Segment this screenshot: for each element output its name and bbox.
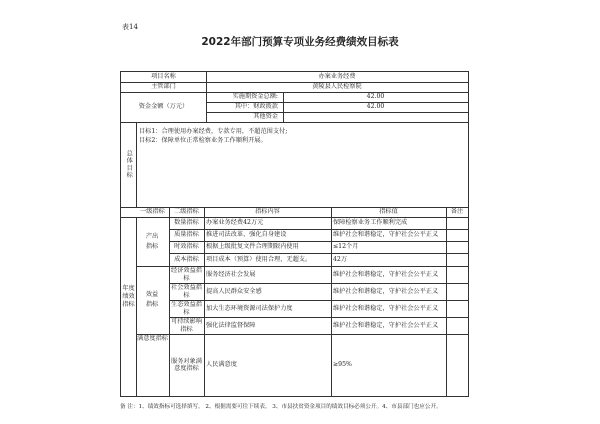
project-name-value: 办案业务经费: [318, 73, 356, 81]
fund-fiscal-label: 其中：财政拨款: [234, 103, 278, 111]
row-value: ≥95%: [333, 361, 352, 369]
row-content: 根据上级批复文件合理期限内使用: [206, 243, 299, 251]
overall-target-line-2: 目标2：保障单位正常检察业务工作顺利开展。: [139, 137, 267, 145]
group-output: 产出指标: [145, 233, 159, 250]
row-level2: 服务对象满意度指标: [171, 357, 202, 372]
row-content: 加大生态环境资源司法保护力度: [206, 304, 293, 312]
row-level2: 时效指标: [174, 243, 199, 251]
annual-indicators-label: 年度绩效指标: [122, 285, 135, 308]
row-level2: 成本指标: [174, 255, 199, 263]
header-level1: 一级指标: [140, 208, 165, 216]
page-title: 2022年部门预算专项业务经费绩效目标表: [201, 36, 399, 48]
row-value: 维护社会和谐稳定，守护社会公平正义: [333, 287, 439, 295]
row-level2: 质量指标: [174, 231, 199, 239]
row-content: 项目成本（预算）使用合理，无超支。: [206, 255, 312, 263]
table-number: 表14: [122, 23, 138, 31]
fund-total-value: 42.00: [366, 93, 385, 101]
header-value: 指标值: [379, 208, 398, 216]
row-content: 推进司法改革，强化自身建设: [206, 231, 287, 239]
department-value: 黄陵县人民检察院: [312, 83, 362, 91]
footnote: 备 注：1、绩效指标可选择填写。 2、根据需要可往下续表。 3、市县扶贫资金项目的绩效目标必须公开。4、市县部门也应公开。: [120, 404, 442, 410]
department-label: 主管部门: [151, 83, 176, 91]
fund-other-label: 其他资金: [253, 113, 278, 121]
overall-target-label: 总体目标: [125, 150, 133, 179]
row-level2: 社会效益指标: [171, 284, 202, 299]
performance-table: [120, 71, 469, 397]
fund-other-value: [283, 112, 468, 122]
header-content: 指标内容: [255, 208, 280, 216]
row-value: 维护社会和谐稳定，守护社会公平正义: [333, 304, 439, 312]
group-satisfaction: 满意度指标: [137, 335, 168, 343]
row-content: 办案业务经费42万元: [206, 219, 264, 227]
row-value: 保障检察业务工作顺利完成: [333, 219, 408, 227]
fund-amount-label: 资金金额（万元）: [138, 103, 189, 111]
row-value: ≤12个月: [333, 243, 359, 251]
row-content: 人民满意度: [206, 361, 237, 369]
header-level2: 二级指标: [174, 208, 199, 216]
fund-fiscal-value: 42.00: [366, 103, 385, 111]
row-value: 42万: [333, 255, 348, 263]
row-level2: 可持续影响指标: [171, 318, 202, 333]
header-remark: 备注: [450, 208, 464, 216]
row-level2: 生态效益指标: [171, 301, 202, 316]
group-benefit: 效益指标: [145, 291, 159, 308]
row-content: 服务经济社会发展: [206, 270, 256, 278]
row-level2: 经济效益指标: [171, 267, 202, 282]
row-level2: 数量指标: [174, 219, 199, 227]
row-content: 提高人民群众安全感: [206, 287, 262, 295]
overall-target-line-1: 目标1：合理使用办案经费，专款专用，不超范围支付;: [139, 128, 288, 136]
row-content: 强化法律监督保障: [206, 321, 256, 329]
row-value: 维护社会和谐稳定，守护社会公平正义: [333, 270, 439, 278]
fund-total-label: 实施期资金总额:: [232, 93, 278, 101]
project-name-label: 项目名称: [151, 73, 176, 81]
row-value: 维护社会和谐稳定，守护社会公平正义: [333, 321, 439, 329]
row-value: 维护社会和谐稳定，守护社会公平正义: [333, 231, 439, 239]
